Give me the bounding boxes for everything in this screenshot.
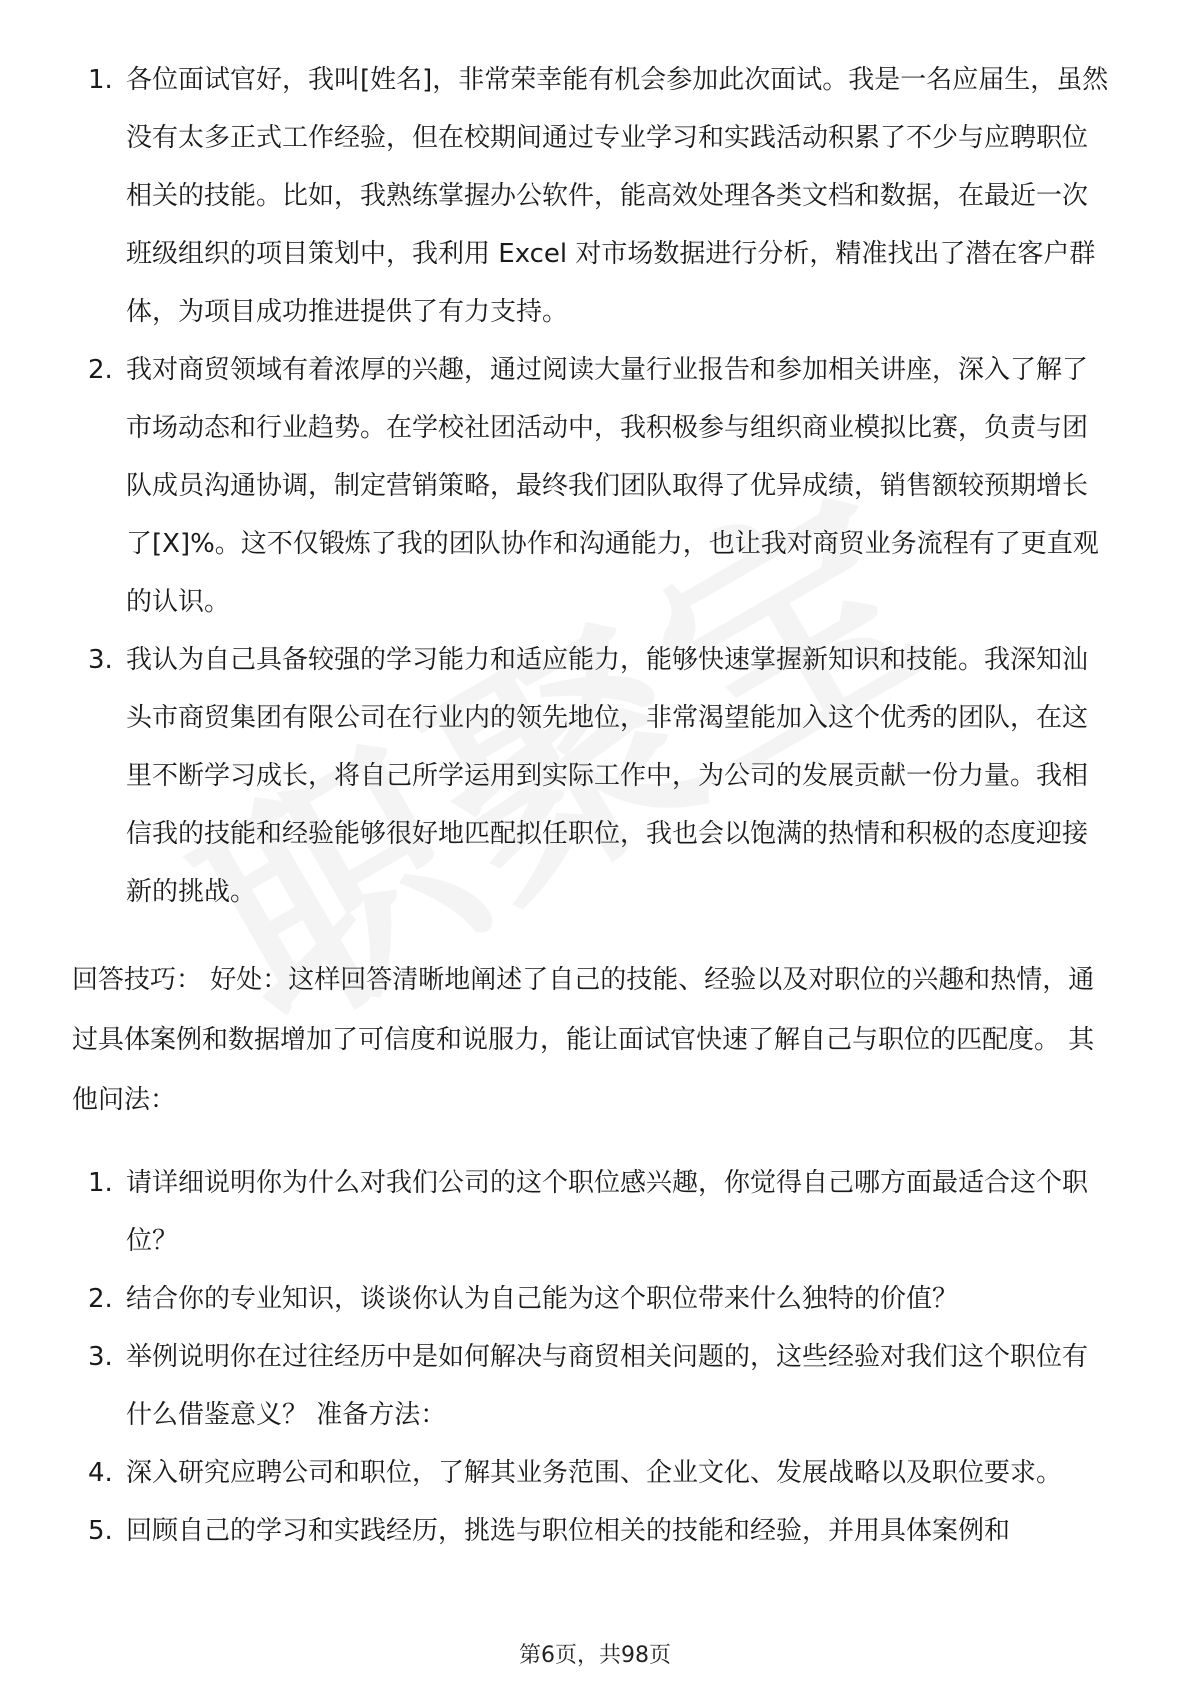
list-item-text: 各位面试官好，我叫[姓名]，非常荣幸能有机会参加此次面试。我是一名应届生，虽然没有太多正式工作经验，但在校期间通过专业学习和实践活动积累了不少与应聘职位相关的技能。比如，我熟练掌握办公软件，能高效处理各类文档和数据，在最近一次班级组织的项目策划中，我利用 Excel 对市场数据进行分析，精准找出了潜在客户群体，为项目成功推进提供了有力支持。 <box>126 65 1109 327</box>
other-questions-list <box>0 1154 1190 1560</box>
list-item-number: 2. <box>88 355 113 385</box>
list-item-number: 3. <box>88 1342 113 1372</box>
list-item <box>0 1444 1190 1502</box>
tips-paragraph: 回答技巧： 好处：这样回答清晰地阐述了自己的技能、经验以及对职位的兴趣和热情，通过具体案例和数据增加了可信度和说服力，能让面试官快速了解自己与职位的匹配度。 其他问法： <box>72 965 1095 1115</box>
list-item-number: 1. <box>88 65 113 95</box>
list-item-number: 4. <box>88 1458 113 1488</box>
list-item-number: 3. <box>88 645 113 675</box>
list-item <box>0 1154 1190 1270</box>
list-item <box>0 341 1190 631</box>
list-item <box>0 1502 1190 1560</box>
list-item <box>0 631 1190 921</box>
list-item-text: 深入研究应聘公司和职位，了解其业务范围、企业文化、发展战略以及职位要求。 <box>126 1458 1063 1488</box>
list-item-text: 我对商贸领域有着浓厚的兴趣，通过阅读大量行业报告和参加相关讲座，深入了解了市场动态和行业趋势。在学校社团活动中，我积极参与组织商业模拟比赛，负责与团队成员沟通协调，制定营销策略，最终我们团队取得了优异成绩，销售额较预期增长了[X]%。这不仅锻炼了我的团队协作和沟通能力，也让我对商贸业务流程有了更直观的认识。 <box>126 355 1099 617</box>
list-item-text: 我认为自己具备较强的学习能力和适应能力，能够快速掌握新知识和技能。我深知汕头市商贸集团有限公司在行业内的领先地位，非常渴望能加入这个优秀的团队，在这里不断学习成长，将自己所学运用到实际工作中，为公司的发展贡献一份力量。我相信我的技能和经验能够很好地匹配拟任职位，我也会以饱满的热情和积极的态度迎接新的挑战。 <box>126 645 1089 907</box>
list-item <box>0 1270 1190 1328</box>
list-item-number: 1. <box>88 1168 113 1198</box>
page-footer: 第6页，共98页 <box>519 1643 671 1668</box>
list-item-text: 请详细说明你为什么对我们公司的这个职位感兴趣，你觉得自己哪方面最适合这个职位？ <box>126 1168 1089 1256</box>
list-item-text: 回顾自己的学习和实践经历，挑选与职位相关的技能和经验，并用具体案例和 <box>126 1516 1011 1546</box>
list-item <box>0 1328 1190 1444</box>
list-item-text: 结合你的专业知识，谈谈你认为自己能为这个职位带来什么独特的价值？ <box>126 1284 959 1314</box>
list-item <box>0 51 1190 341</box>
intro-answer-list <box>0 51 1190 921</box>
list-item-text: 举例说明你在过往经历中是如何解决与商贸相关问题的，这些经验对我们这个职位有什么借鉴意义？ 准备方法： <box>126 1342 1089 1430</box>
list-item-number: 2. <box>88 1284 113 1314</box>
list-item-number: 5. <box>88 1516 113 1546</box>
